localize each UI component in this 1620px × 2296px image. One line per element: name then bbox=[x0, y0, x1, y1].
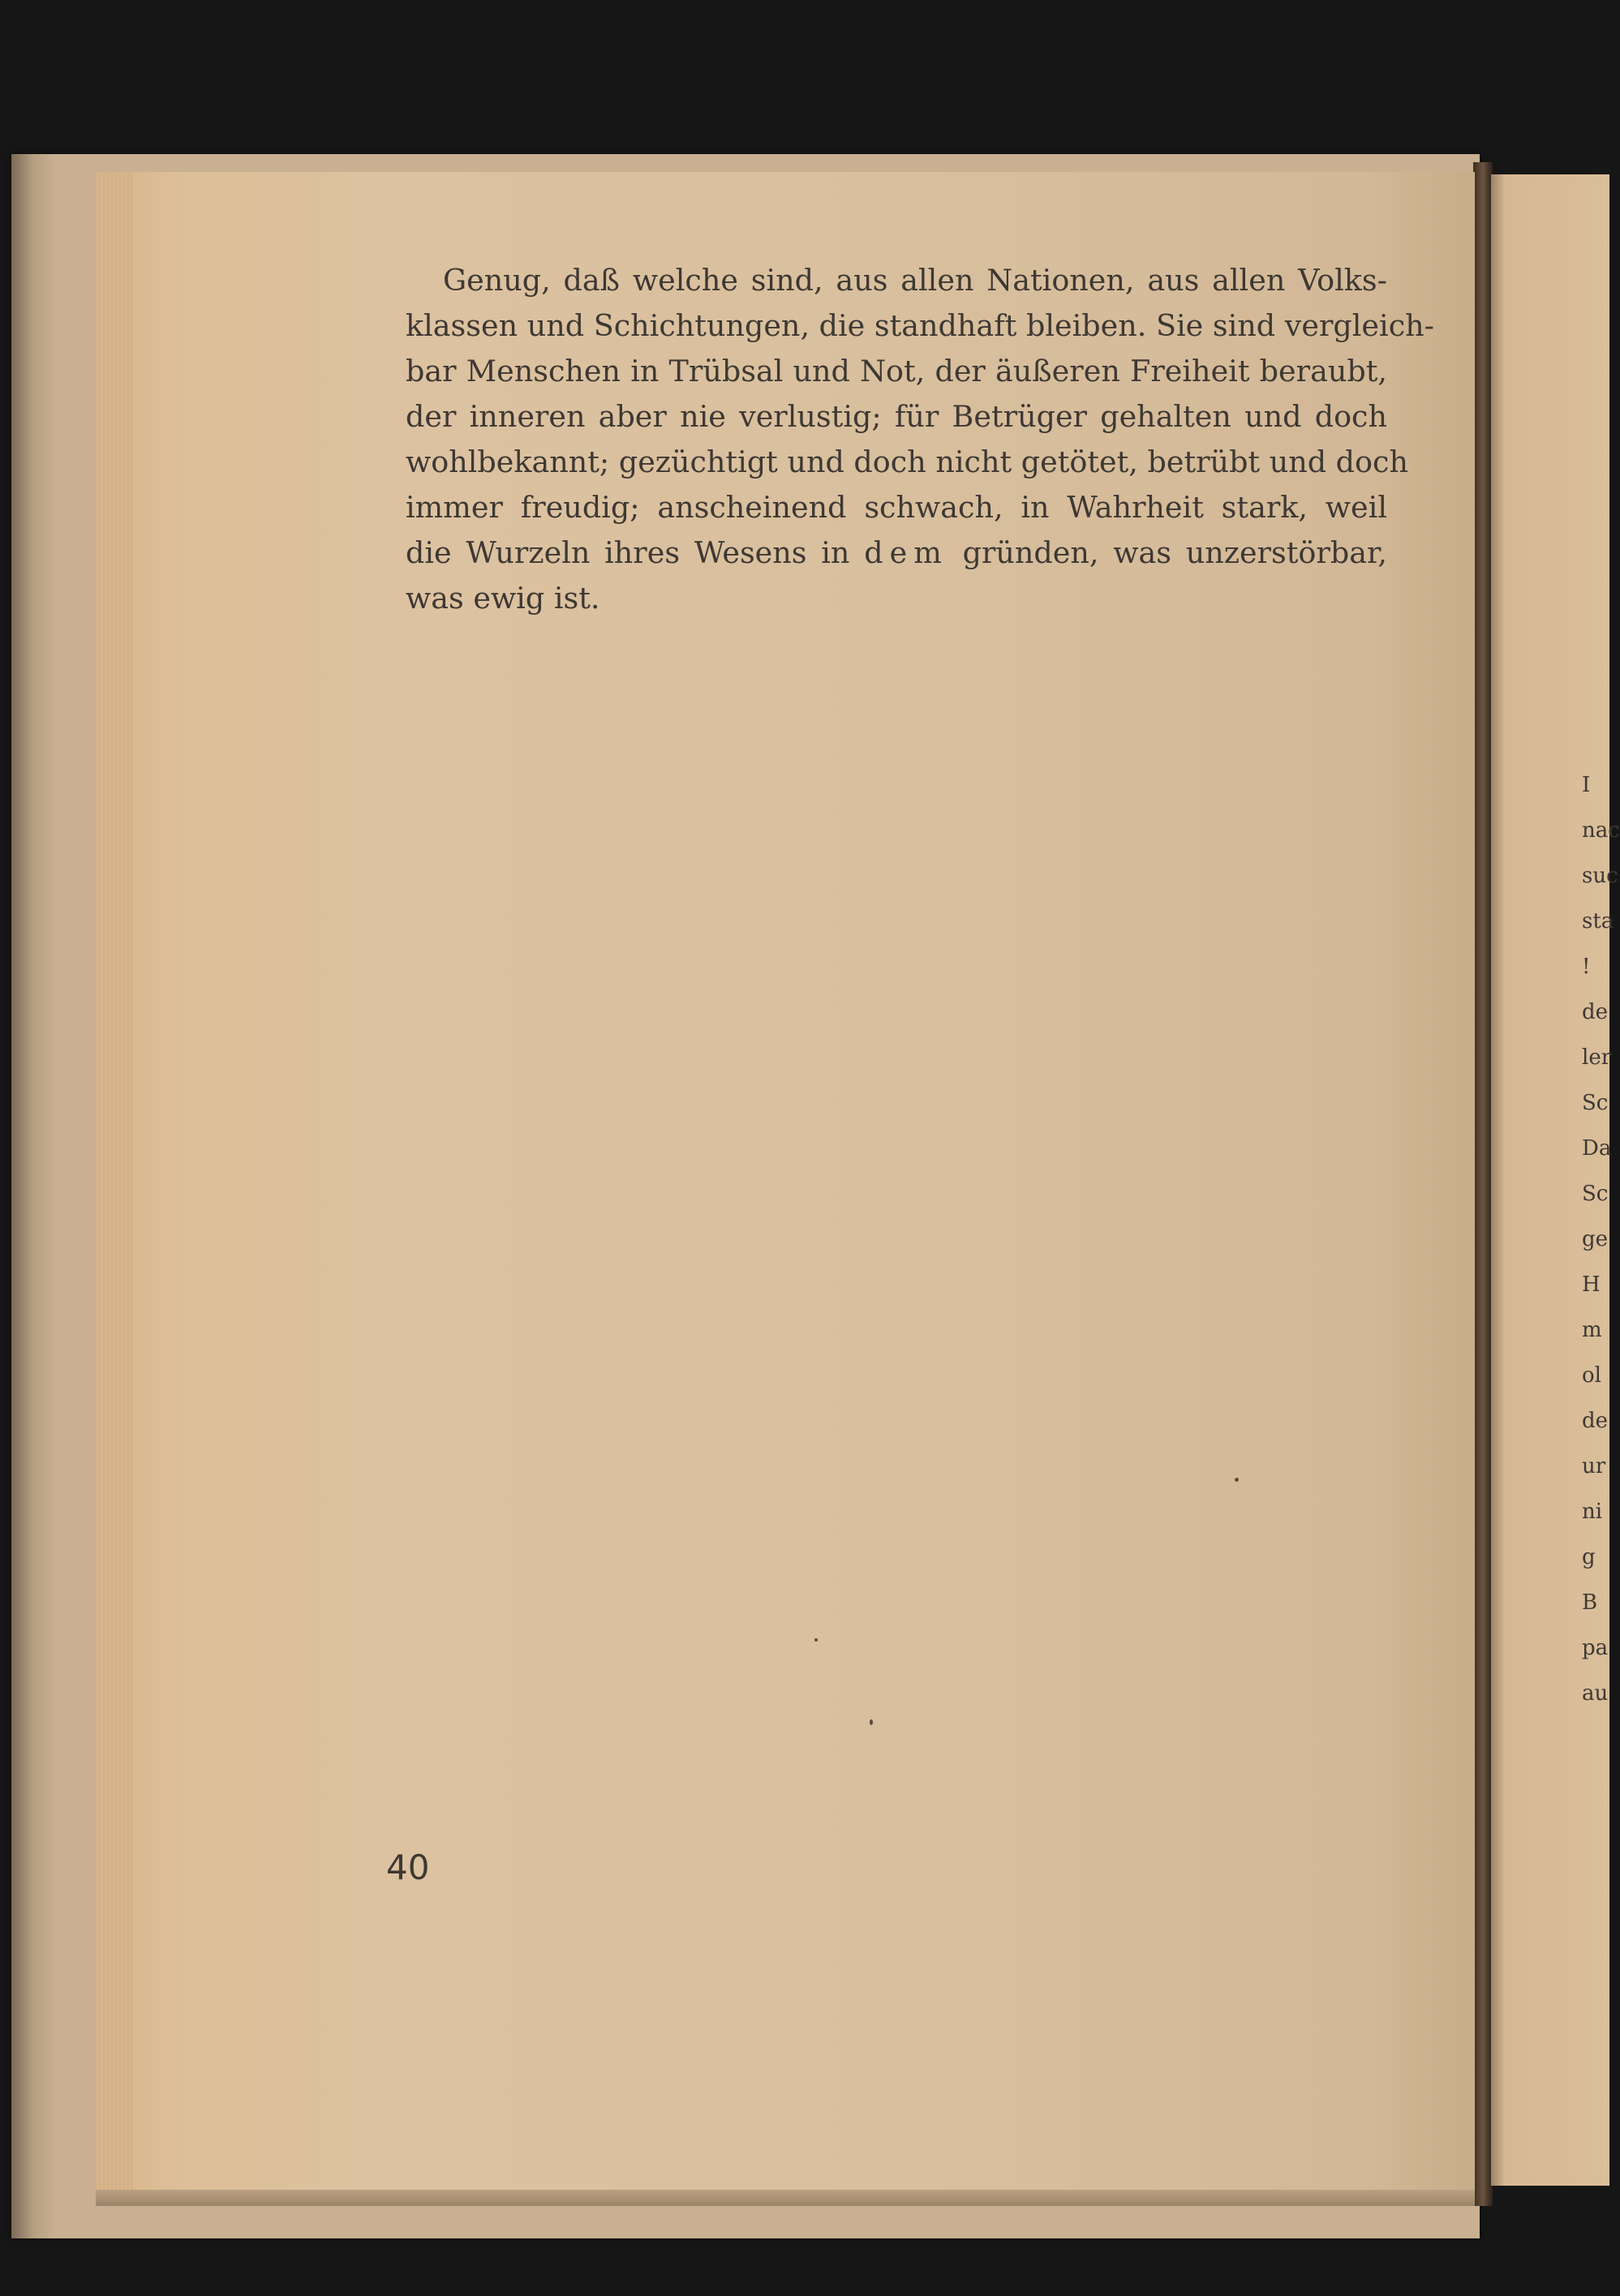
fragment: pa bbox=[1582, 1636, 1609, 1660]
text-segment: die Wurzeln ihres Wesens in bbox=[406, 535, 865, 570]
fragment: ge bbox=[1582, 1227, 1609, 1251]
facing-page-text bbox=[1582, 762, 1620, 1716]
text-line bbox=[406, 530, 1387, 576]
fragment: ol bbox=[1582, 1363, 1601, 1388]
text-line: wohlbekannt; gezüchtigt und doch nicht getötet, betrübt und doch bbox=[406, 444, 1408, 479]
fragment: sta bbox=[1582, 909, 1614, 933]
fragment: H bbox=[1582, 1272, 1601, 1297]
text-line: was ewig ist. bbox=[406, 581, 600, 616]
fragment: de bbox=[1582, 1409, 1609, 1433]
page-bottom-edge bbox=[96, 2190, 1475, 2206]
fragment: Da bbox=[1582, 1136, 1612, 1161]
fragment: ! bbox=[1582, 955, 1591, 979]
fragment: ur bbox=[1582, 1454, 1606, 1478]
fragment: nac bbox=[1582, 818, 1620, 843]
text-segment: gründen, was unzerstörbar, bbox=[948, 535, 1387, 570]
text-line: der inneren aber nie verlustig; für Betrüger gehalten und doch bbox=[406, 399, 1387, 434]
fragment: suc bbox=[1582, 864, 1618, 888]
fragment: ler bbox=[1582, 1045, 1612, 1070]
fragment: I bbox=[1582, 773, 1591, 797]
fragment: Sc bbox=[1582, 1091, 1609, 1115]
fragment: de bbox=[1582, 1000, 1609, 1024]
book-gutter bbox=[1473, 162, 1493, 2206]
body-paragraph bbox=[406, 258, 1434, 621]
fragment: au bbox=[1582, 1681, 1609, 1706]
fragment: g bbox=[1582, 1545, 1596, 1569]
text-line: immer freudig; anscheinend schwach, in Wahrheit stark, weil bbox=[406, 490, 1387, 525]
fragment: ni bbox=[1582, 1500, 1603, 1524]
fragment: Sc bbox=[1582, 1182, 1609, 1206]
text-line: klassen und Schichtungen, die standhaft bleiben. Sie sind vergleich- bbox=[406, 308, 1434, 343]
fragment: B bbox=[1582, 1590, 1598, 1615]
emphasized-word: dem bbox=[864, 535, 948, 570]
page-stack-edge bbox=[96, 172, 133, 2199]
page-number: 40 bbox=[386, 1848, 430, 1887]
text-line: Genug, daß welche sind, aus allen Nationen, aus allen Volks- bbox=[443, 263, 1387, 298]
paper-speck bbox=[814, 1638, 818, 1642]
fragment: m bbox=[1582, 1318, 1602, 1342]
paper-speck bbox=[1235, 1478, 1239, 1482]
text-line: bar Menschen in Trübsal und Not, der äußeren Freiheit beraubt, bbox=[406, 354, 1387, 388]
paper-speck bbox=[870, 1719, 873, 1725]
